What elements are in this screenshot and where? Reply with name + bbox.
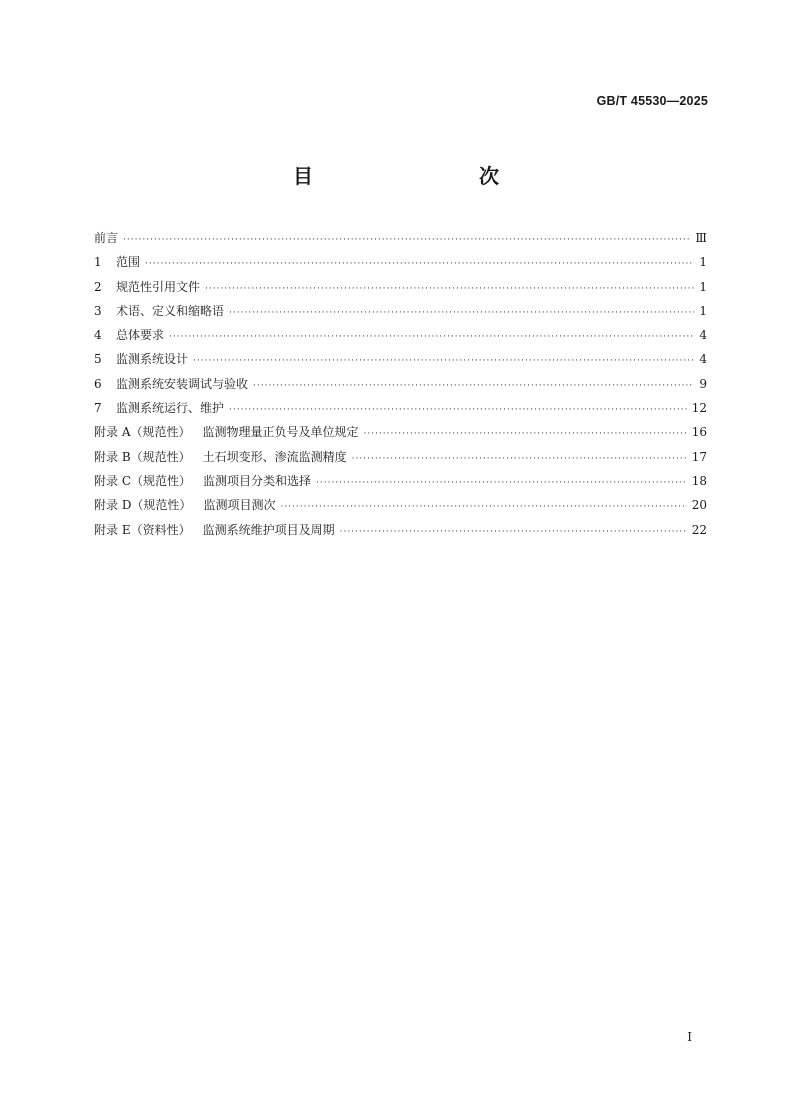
dot-leader [352, 447, 687, 471]
toc-entry-number: 2 [94, 279, 102, 294]
dot-leader [193, 349, 694, 373]
toc-entry-page: 9 [699, 376, 707, 391]
toc-entry-annex-c[interactable] [94, 469, 707, 493]
page-number: Ⅰ [687, 1030, 692, 1044]
toc-entry-title: 范围 [116, 255, 141, 270]
toc-entry-number: 附录 A（规范性） [94, 425, 191, 440]
toc-entry-page: 4 [699, 352, 707, 367]
dot-leader [364, 422, 687, 446]
dot-leader [123, 228, 690, 252]
toc-entry-annex-d[interactable] [94, 493, 707, 517]
dot-leader [280, 495, 686, 519]
toc-entry-terms-definitions[interactable] [94, 299, 707, 323]
toc-entry-page: 12 [691, 401, 707, 416]
dot-leader [229, 398, 687, 422]
toc-entry-system-design[interactable] [94, 347, 707, 371]
toc-entry-number: 7 [94, 401, 102, 416]
toc-entry-scope[interactable] [94, 250, 707, 274]
toc-entry-title: 监测物理量正负号及单位规定 [202, 425, 359, 440]
toc-entry-title: 监测系统运行、维护 [116, 401, 225, 416]
toc-entry-title: 监测项目分类和选择 [203, 473, 312, 488]
toc-entry-title: 监测项目测次 [203, 498, 276, 513]
dot-leader [253, 374, 694, 398]
toc-entry-annex-e[interactable] [94, 518, 707, 542]
toc-entry-title: 监测系统安装调试与验收 [116, 376, 249, 391]
toc-entry-general-requirements[interactable] [94, 323, 707, 347]
toc-entry-annex-b[interactable] [94, 445, 707, 469]
toc-entry-page: 17 [691, 449, 707, 464]
dot-leader [316, 471, 687, 495]
toc-entry-installation-acceptance[interactable] [94, 372, 707, 396]
toc-entry-title: 监测系统设计 [116, 352, 189, 367]
standard-code: GB/T 45530—2025 [596, 94, 708, 108]
toc-entry-page: 20 [691, 498, 707, 513]
toc-entry-title: 术语、定义和缩略语 [116, 303, 225, 318]
toc-entry-number: 附录 C（规范性） [94, 473, 191, 488]
dot-leader [229, 301, 694, 325]
toc-entry-page: 22 [691, 522, 707, 537]
toc-entry-page: Ⅲ [695, 231, 707, 245]
toc-entry-number: 3 [94, 303, 102, 318]
toc-entry-number: 附录 B（规范性） [94, 449, 191, 464]
dot-leader [145, 252, 694, 276]
toc-entry-normative-references[interactable] [94, 275, 707, 299]
toc-entry-operation-maintenance[interactable] [94, 396, 707, 420]
toc-entry-number: 4 [94, 328, 102, 343]
dot-leader [340, 520, 687, 544]
toc-entry-page: 1 [699, 255, 707, 270]
toc-entry-page: 4 [699, 328, 707, 343]
toc-entry-title: 前言 [94, 231, 119, 245]
toc-entry-title: 监测系统维护项目及周期 [202, 522, 335, 537]
toc-entry-annex-a[interactable] [94, 420, 707, 444]
toc-entry-title: 总体要求 [116, 328, 165, 343]
toc-entry-number: 5 [94, 352, 102, 367]
toc-entry-number: 附录 D（规范性） [94, 498, 192, 513]
toc-entry-page: 1 [699, 303, 707, 318]
toc-heading: 目 次 [293, 164, 541, 188]
toc-entry-page: 1 [699, 279, 707, 294]
toc-entry-number: 附录 E（资料性） [94, 522, 191, 537]
dot-leader [205, 277, 694, 301]
toc-entry-page: 16 [691, 425, 707, 440]
table-of-contents [94, 226, 707, 542]
toc-entry-page: 18 [691, 473, 707, 488]
toc-entry-number: 1 [94, 255, 102, 270]
toc-entry-foreword[interactable] [94, 226, 707, 250]
toc-entry-title: 规范性引用文件 [116, 279, 201, 294]
toc-entry-title: 土石坝变形、渗流监测精度 [202, 449, 347, 464]
toc-entry-number: 6 [94, 376, 102, 391]
dot-leader [169, 325, 694, 349]
